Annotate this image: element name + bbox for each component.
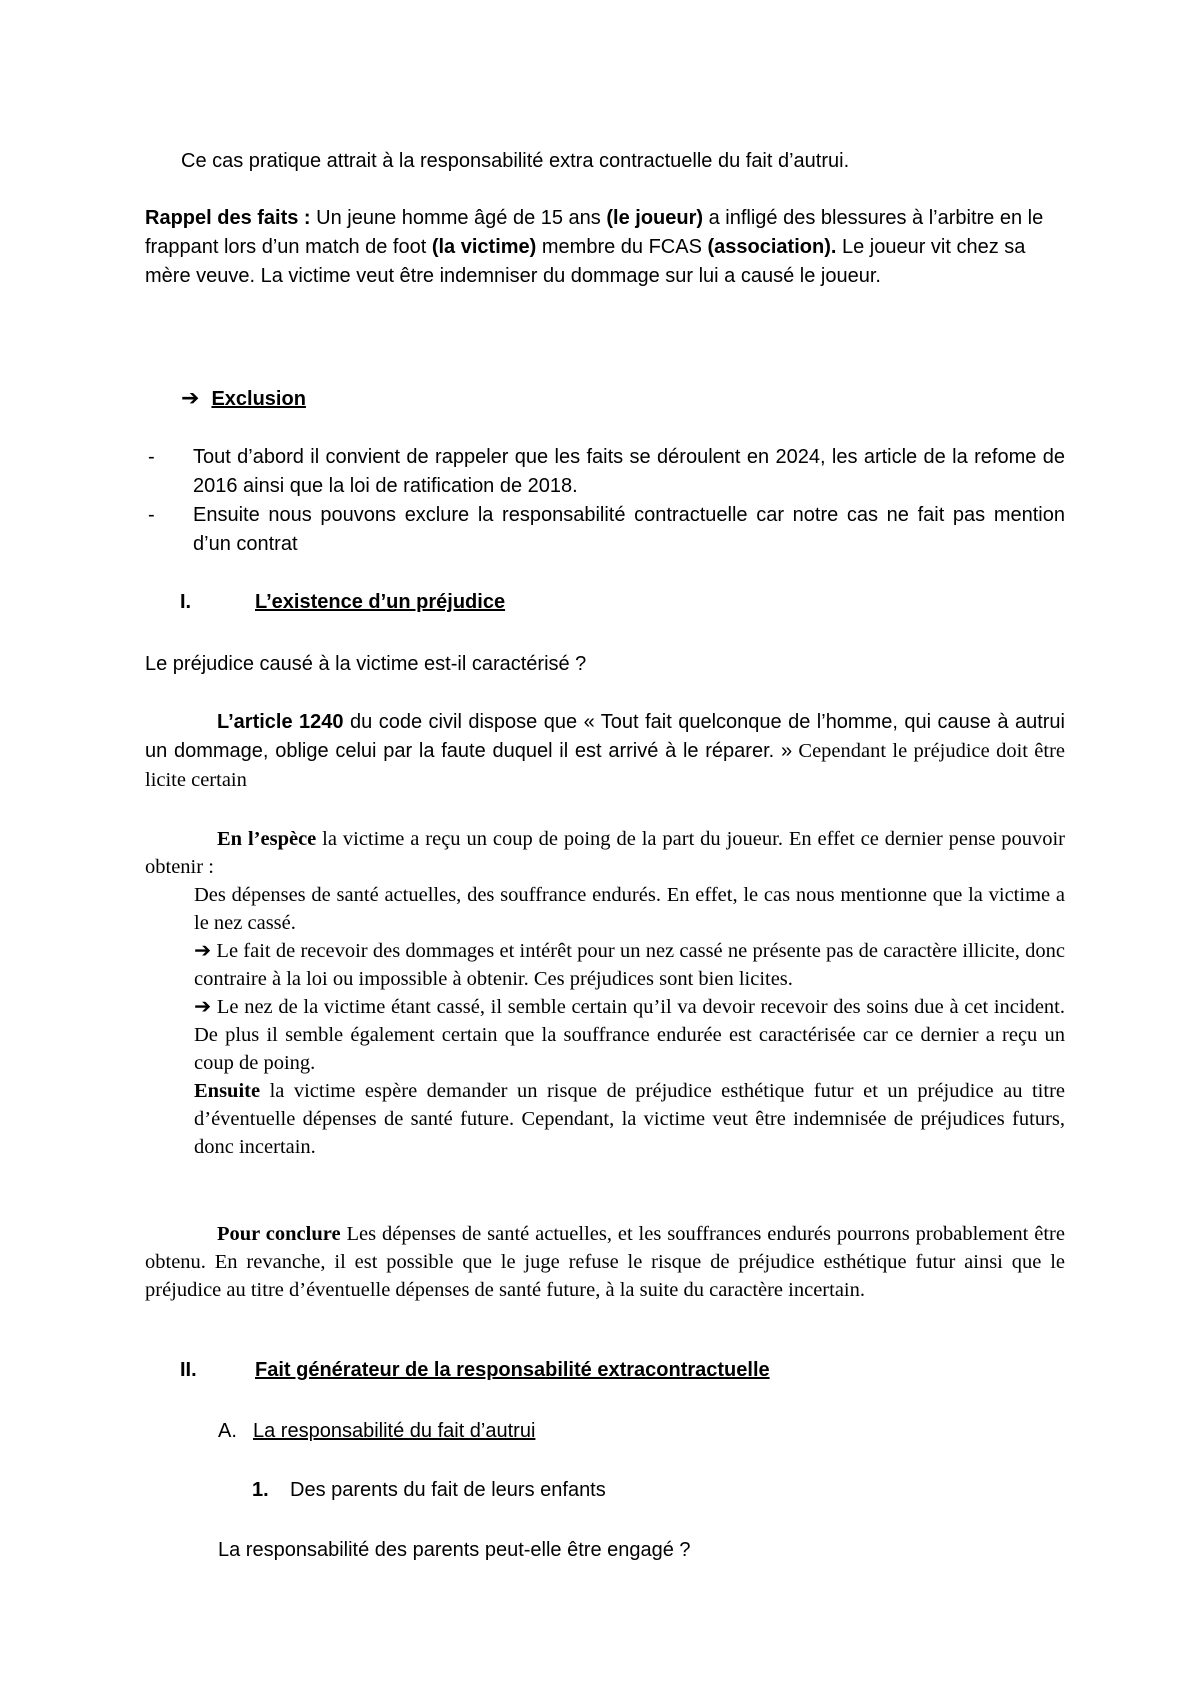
point-certain-text: Le nez de la victime étant cassé, il semble certain qu’il va devoir recevoir des soins due à cet incident. De plus il semble également certain que la souffrance endurée est caractérisée car ce dernier a reçu un coup de poing. (194, 996, 1065, 1074)
section-1-question (145, 650, 1065, 679)
espece-paragraph (145, 825, 1065, 881)
exclusion-item (148, 501, 1065, 559)
exclusion-heading (181, 383, 1101, 414)
point-certain (194, 993, 1065, 1077)
dash-bullet: - (148, 446, 155, 468)
subsection-1-number: 1. (252, 1479, 269, 1501)
conclusion-bold: Pour conclure (217, 1223, 341, 1245)
ensuite-text (194, 1077, 1065, 1161)
section-1-number: I. (180, 591, 192, 613)
exclusion-list (148, 443, 1065, 559)
article-serif: Cependant le préjudice doit être licite certain (145, 740, 1066, 791)
facts-text-3: membre du FCAS (536, 236, 708, 258)
facts-text-4: Le joueur vit chez sa mère veuve. La victime veut être indemniser du dommage sur lui a causé le joueur. (145, 236, 1026, 287)
facts-victim: (la victime) (431, 236, 537, 258)
intro-paragraph (181, 147, 1101, 176)
depenses-text: Des dépenses de santé actuelles, des souffrance endurés. En effet, le cas nous mentionne que la victime a le nez cassé. (194, 884, 1065, 934)
section-1-heading (180, 588, 1100, 617)
subsection-a-heading (218, 1417, 1138, 1446)
subsection-a-title: La responsabilité du fait d’autrui (253, 1420, 536, 1442)
espece-bold: En l’espèce (217, 828, 317, 850)
espece-text: la victime a reçu un coup de poing de la part du joueur. En effet ce dernier pense pouvoir obtenir : (145, 828, 1066, 878)
arrow-right-icon: ➔ (181, 385, 200, 410)
exclusion-title: Exclusion (211, 388, 306, 410)
section-1-title: L’existence d’un préjudice (255, 591, 506, 613)
conclusion-text: Les dépenses de santé actuelles, et les souffrances endurés pourrons probablement être obtenu. En revanche, il est possible que le juge refuse le risque de préjudice esthétique futur ainsi que le préjudice au titre d’éventuelle dépenses de santé future, à la suite du caractère incertain. (145, 1223, 1065, 1301)
subsection-1-heading (252, 1476, 1172, 1505)
point-licite (194, 937, 1065, 993)
facts-label: Rappel des faits : (145, 207, 311, 229)
article-bold (145, 711, 344, 733)
point-licite-text: Le fait de recevoir des dommages et intérêt pour un nez cassé ne présente pas de caractère illicite, donc contraire à la loi ou impossible à obtenir. Ces préjudices sont bien licites. (194, 940, 1065, 990)
conclusion-paragraph (145, 1220, 1065, 1304)
facts-player: (le joueur) (606, 207, 704, 229)
exclusion-item (148, 443, 1065, 501)
exclusion-item-text: Tout d’abord il convient de rappeler que les faits se déroulent en 2024, les article de la refome de 2016 ainsi que la loi de ratification de 2018. (193, 446, 1065, 497)
ensuite-rest: la victime espère demander un risque de préjudice esthétique futur et un préjudice au titre d’éventuelle dépenses de santé future. Cependant, la victime veut être indemnisée de préjudices futurs, donc incertain. (194, 1080, 1065, 1158)
intro-text: Ce cas pratique attrait à la responsabilité extra contractuelle du fait d’autrui. (181, 150, 850, 172)
section-2-title: Fait générateur de la responsabilité extracontractuelle (255, 1359, 770, 1381)
question-text: La responsabilité des parents peut-elle être engagé ? (218, 1539, 691, 1561)
article-paragraph (145, 708, 1065, 794)
subsection-a-number: A. (218, 1420, 237, 1442)
ensuite-bold: Ensuite (194, 1080, 261, 1102)
section-2-heading (180, 1356, 1100, 1385)
article-quote: du code civil dispose que « Tout fait quelconque de l’homme, qui cause à autrui un dommage, oblige celui par la faute duquel il est arrivé à le réparer. » (145, 711, 1065, 762)
subsection-1-title: Des parents du fait de leurs enfants (290, 1479, 606, 1501)
facts-paragraph (145, 204, 1065, 291)
question-text: Le préjudice causé à la victime est-il caractérisé ? (145, 653, 587, 675)
article-ref: L’article 1240 (217, 711, 344, 733)
exclusion-item-text: Ensuite nous pouvons exclure la responsabilité contractuelle car notre cas ne fait pas mention d’un contrat (193, 504, 1065, 555)
section-2-number: II. (180, 1359, 197, 1381)
arrow-right-icon: ➔ (194, 940, 212, 962)
section-2-question (218, 1536, 1138, 1565)
arrow-right-icon: ➔ (194, 996, 212, 1018)
dash-bullet: - (148, 504, 155, 526)
analysis-block (194, 881, 1065, 1161)
facts-text-2: a infligé des blessures à l’arbitre en le frappant lors d’un match de foot (145, 207, 1044, 258)
facts-association: (association). (707, 236, 837, 258)
facts-text-1: Un jeune homme âgé de 15 ans (310, 207, 607, 229)
